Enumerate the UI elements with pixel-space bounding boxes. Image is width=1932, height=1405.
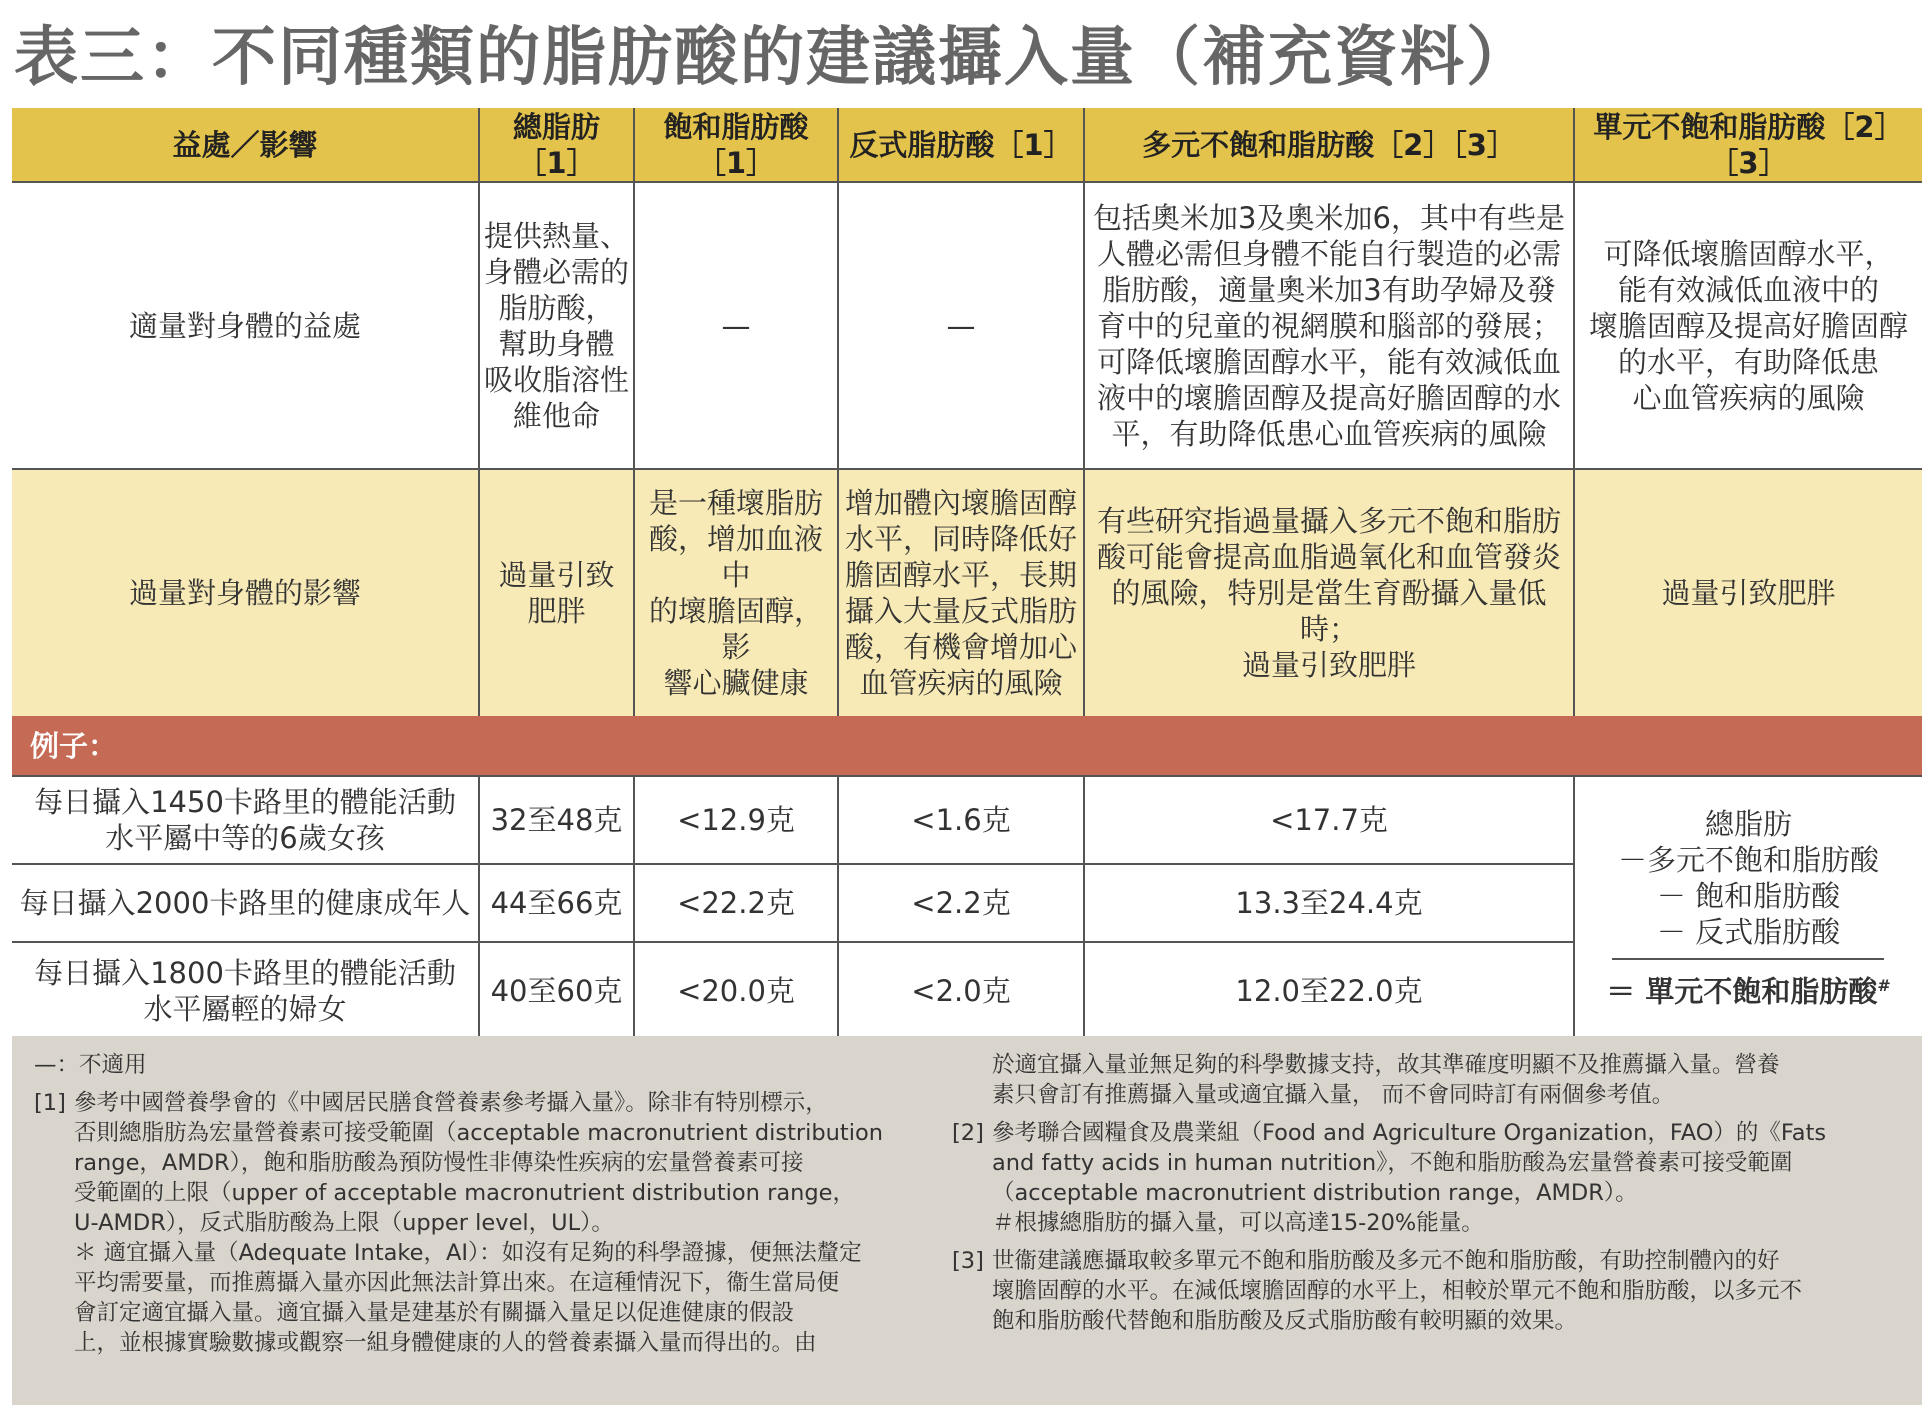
text-line: 水平屬輕的婦女 (143, 991, 347, 1026)
excess-monounsaturated: 過量引致肥胖 (1574, 469, 1922, 716)
text-line: 每日攝入2000卡路里的健康成年人 (19, 886, 471, 920)
text-line: 是一種壞脂肪 (648, 486, 823, 520)
example-label (12, 942, 479, 1038)
text-line: ＊ 適宜攝入量（Adequate Intake，AI）：如沒有足夠的科學證據，便無法釐定 (74, 1240, 862, 1266)
text-line: 過量引致肥胖 (1241, 648, 1416, 682)
example-total-fat: 40至60克 (479, 942, 634, 1038)
examples-header-row (12, 716, 1922, 776)
note-ai-text (74, 1238, 934, 1358)
excess-polyunsaturated (1084, 469, 1574, 716)
example-total-fat: 44至66克 (479, 864, 634, 942)
text-line: 有些研究指過量攝入多元不飽和脂肪 (1096, 504, 1561, 538)
example-saturated: <22.2克 (634, 864, 838, 942)
text-line: 人體必需但身體不能自行製造的必需 (1096, 236, 1561, 271)
text-line: U-AMDR），反式脂肪酸為上限（upper level，UL）。 (74, 1210, 614, 1236)
text-line: 酸，增加血液中 (648, 522, 823, 592)
formula-result-text: ＝ 單元不飽和脂肪酸 (1606, 974, 1878, 1009)
benefit-saturated: — (634, 182, 838, 469)
example-row (12, 776, 1922, 864)
text-line: 參考聯合國糧食及農業組（Food and Agriculture Organization，FAO）的《Fats (992, 1120, 1827, 1146)
example-polyunsaturated: <17.7克 (1084, 776, 1574, 864)
text-line: 酸，有機會增加心 (844, 630, 1077, 664)
formula-minus-poly: －多元不飽和脂肪酸 (1617, 842, 1879, 877)
text-line: and fatty acids in human nutrition》，不飽和脂肪酸為宏量營養素可接受範圍 (992, 1150, 1793, 1176)
note-not-applicable: —：不適用 (34, 1052, 147, 1078)
text-line: 能有效減低血液中的 (1617, 272, 1879, 307)
example-trans: <2.2克 (838, 864, 1084, 942)
text-line: 可降低壞膽固醇水平， (1603, 236, 1894, 271)
formula-total-fat: 總脂肪 (1704, 806, 1792, 841)
excess-total-fat (479, 469, 634, 716)
text-line: 受範圍的上限（upper of acceptable macronutrient distribution range， (74, 1180, 856, 1206)
excess-saturated (634, 469, 838, 716)
text-line: 壞膽固醇及提高好膽固醇 (1588, 308, 1908, 343)
text-line: range，AMDR），飽和脂肪酸為預防慢性非傳染性疾病的宏量營養素可接 (74, 1150, 804, 1176)
text-line: 世衞建議應攝取較多單元不飽和脂肪酸及多元不飽和脂肪酸，有助控制體內的好 (992, 1248, 1780, 1274)
text-line: 吸收脂溶性 (484, 362, 630, 397)
text-line: 的水平，有助降低患 (1617, 344, 1879, 379)
example-label (12, 776, 479, 864)
text-line: 酸可能會提高血脂過氧化和血管發炎 (1096, 540, 1561, 574)
text-line: 水平，同時降低好 (844, 522, 1077, 556)
note-2 (952, 1118, 1892, 1238)
example-trans: <1.6克 (838, 776, 1084, 864)
note-3-text (992, 1246, 1892, 1336)
note-1-number: [1] (34, 1090, 66, 1116)
text-line: 的壞膽固醇，影 (648, 594, 823, 664)
note-2-number: [2] (952, 1120, 984, 1146)
formula-minus-trans: － 反式脂肪酸 (1656, 914, 1841, 949)
note-1-text (74, 1088, 934, 1238)
example-trans: <2.0克 (838, 942, 1084, 1038)
text-line: 育中的兒童的視網膜和腦部的發展； (1096, 308, 1561, 343)
text-line: 過量引致 (498, 558, 615, 592)
text-line: 脂肪酸， (498, 290, 615, 325)
text-line: （acceptable macronutrient distribution range，AMDR）。 (992, 1180, 1638, 1206)
formula-result (1606, 968, 1891, 1010)
excess-label: 過量對身體的影響 (12, 469, 479, 716)
text-line: 每日攝入1450卡路里的體能活動 (34, 785, 456, 819)
fatty-acid-table (12, 108, 1922, 1038)
benefit-label: 適量對身體的益處 (12, 182, 479, 469)
example-total-fat: 32至48克 (479, 776, 634, 864)
excess-trans (838, 469, 1084, 716)
page-title: 表三：不同種類的脂肪酸的建議攝入量（補充資料） (14, 21, 1532, 95)
header-saturated-fat: 飽和脂肪酸［1］ (634, 108, 838, 182)
text-line: 攝入大量反式脂肪 (844, 594, 1077, 628)
text-line: 可降低壞膽固醇水平，能有效減低血 (1096, 344, 1561, 379)
footnotes-left-column (34, 1050, 934, 1358)
note-2-text (992, 1118, 1892, 1238)
formula-result-mark: # (1877, 975, 1891, 995)
text-line: 壞膽固醇的水平。在減低壞膽固醇的水平上，相較於單元不飽和脂肪酸，以多元不 (992, 1278, 1803, 1304)
text-line: 參考中國營養學會的《中國居民膳食營養素參考攝入量》。除非有特別標示， (74, 1090, 828, 1116)
example-saturated: <12.9克 (634, 776, 838, 864)
text-line: 肥胖 (527, 594, 586, 628)
example-label (12, 864, 479, 942)
header-total-fat: 總脂肪［1］ (479, 108, 634, 182)
text-line: 於適宜攝入量並無足夠的科學數據支持，故其準確度明顯不及推薦攝入量。營養 (992, 1052, 1780, 1078)
text-line: 膽固醇水平，長期 (844, 558, 1077, 592)
text-line: 提供熱量、 (484, 218, 630, 253)
formula-minus-saturated: － 飽和脂肪酸 (1656, 878, 1841, 913)
text-line: 包括奧米加3及奧米加6，其中有些是 (1093, 200, 1565, 235)
benefit-row (12, 182, 1922, 469)
example-saturated: <20.0克 (634, 942, 838, 1038)
benefit-polyunsaturated (1084, 182, 1574, 469)
text-line: 否則總脂肪為宏量營養素可接受範圍（acceptable macronutrient distribution (74, 1120, 884, 1146)
formula-divider (1612, 958, 1884, 960)
text-line: 每日攝入1800卡路里的體能活動 (34, 955, 456, 990)
text-line: 上，並根據實驗數據或觀察一組身體健康的人的營養素攝入量而得出的。由 (74, 1330, 817, 1356)
note-3-number: [3] (952, 1248, 984, 1274)
text-line: 響心臟健康 (663, 666, 809, 700)
text-line: 增加體內壞膽固醇 (844, 486, 1077, 520)
excess-row (12, 469, 1922, 716)
header-trans-fat: 反式脂肪酸［1］ (838, 108, 1084, 182)
example-polyunsaturated: 12.0至22.0克 (1084, 942, 1574, 1038)
text-line: 脂肪酸，適量奧米加3有助孕婦及發 (1102, 272, 1556, 307)
note-1 (34, 1088, 934, 1358)
benefit-monounsaturated (1574, 182, 1922, 469)
text-line: 素只會訂有推薦攝入量或適宜攝入量， 而不會同時訂有兩個參考值。 (992, 1082, 1675, 1108)
text-line: 維他命 (512, 398, 600, 433)
header-polyunsaturated-fat: 多元不飽和脂肪酸［2］［3］ (1084, 108, 1574, 182)
header-benefit-impact: 益處／影響 (12, 108, 479, 182)
header-monounsaturated-fat: 單元不飽和脂肪酸［2］［3］ (1574, 108, 1922, 182)
benefit-total-fat (479, 182, 634, 469)
example-polyunsaturated: 13.3至24.4克 (1084, 864, 1574, 942)
footnotes-right-column (952, 1050, 1892, 1336)
text-line: 液中的壞膽固醇及提高好膽固醇的水 (1096, 380, 1561, 415)
benefit-trans: — (838, 182, 1084, 469)
text-line: 身體必需的 (484, 254, 630, 289)
text-line: ＃根據總脂肪的攝入量，可以高達15-20%能量。 (992, 1210, 1484, 1236)
text-line: 血管疾病的風險 (859, 666, 1063, 700)
examples-label: 例子： (12, 716, 1922, 776)
text-line: 會訂定適宜攝入量。適宜攝入量是建基於有關攝入量足以促進健康的假設 (74, 1300, 795, 1326)
table-header-row (12, 108, 1922, 182)
text-line: 水平屬中等的6歲女孩 (105, 821, 385, 855)
text-line: 平，有助降低患心血管疾病的風險 (1111, 416, 1547, 451)
text-line: 幫助身體 (498, 326, 615, 361)
text-line: 的風險，特別是當生育酚攝入量低時； (1111, 576, 1547, 646)
text-line: 飽和脂肪酸代替飽和脂肪酸及反式脂肪酸有較明顯的效果。 (992, 1308, 1578, 1334)
note-3 (952, 1246, 1892, 1336)
footnotes (12, 1036, 1922, 1405)
monounsaturated-formula (1574, 776, 1922, 1038)
text-line: 平均需要量，而推薦攝入量亦因此無法計算出來。在這種情況下，衞生當局便 (74, 1270, 840, 1296)
note-ai-continued (952, 1050, 1892, 1110)
text-line: 心血管疾病的風險 (1632, 380, 1865, 415)
